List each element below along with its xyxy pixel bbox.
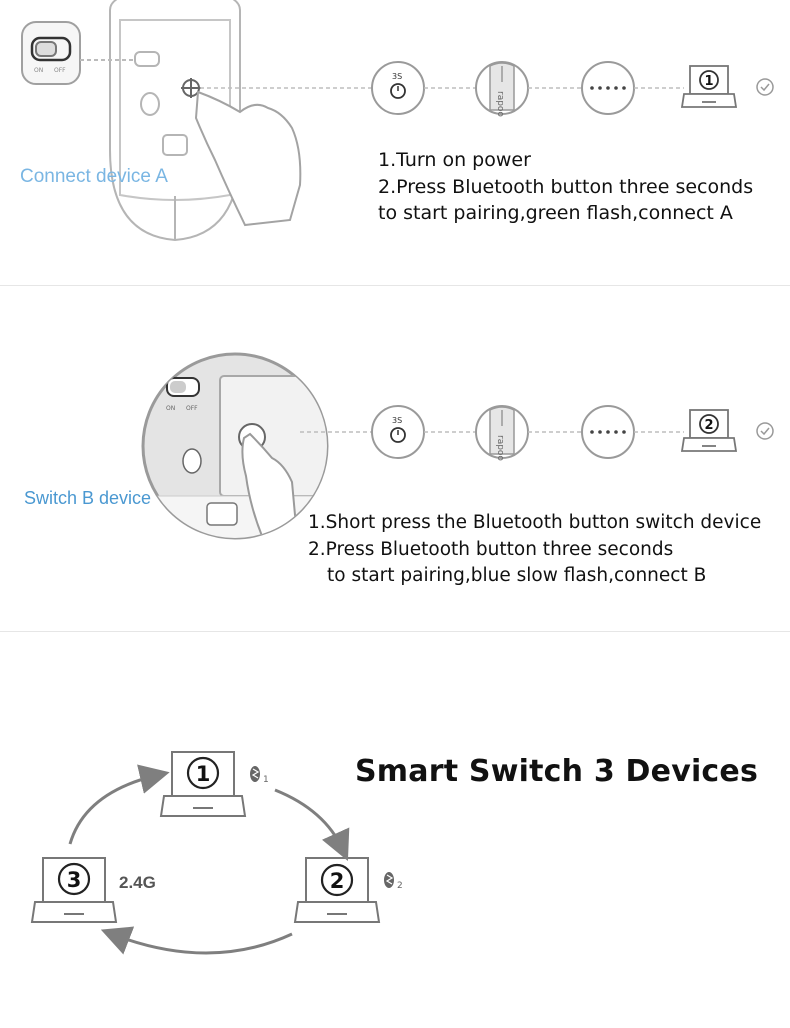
check-icon xyxy=(757,79,773,95)
device-b-number: 2 xyxy=(704,418,714,433)
smart-switch-diagram xyxy=(0,632,790,1028)
connect-device-a-title: Connect device A xyxy=(20,166,168,187)
section-a-steps xyxy=(378,147,753,227)
step-b-1: 1.Short press the Bluetooth button switch device xyxy=(308,512,762,533)
power-switch-zoom-icon xyxy=(22,22,135,84)
step-b-2: 2.Press Bluetooth button three seconds xyxy=(308,538,674,560)
step-a-2: 2.Press Bluetooth button three seconds xyxy=(378,175,754,198)
timer-label-b: 3S xyxy=(392,416,403,425)
device-2-number: 2 xyxy=(329,869,345,893)
step-a-3: to start pairing,green flash,connect A xyxy=(378,202,733,224)
section-smart-switch xyxy=(0,632,790,1028)
check-icon-b xyxy=(757,423,773,439)
arrow-1-to-2 xyxy=(275,790,343,850)
wireless-24g-label: 2.4G xyxy=(119,873,156,892)
timer-label: 3S xyxy=(392,72,403,81)
device-3-number: 3 xyxy=(66,868,82,892)
step-b-3: to start pairing,blue slow flash,connect B xyxy=(327,565,707,586)
switch-off-label-b: OFF xyxy=(186,405,198,412)
arrow-3-to-1 xyxy=(70,775,158,844)
step-a-1: 1.Turn on power xyxy=(378,149,531,171)
svg-text:rapoo: rapoo xyxy=(495,435,505,461)
switch-on-label-b: ON xyxy=(166,405,176,412)
section-b-steps xyxy=(308,510,761,590)
bluetooth-icon-1 xyxy=(250,766,260,782)
smart-switch-title: Smart Switch 3 Devices xyxy=(355,754,759,789)
section-a-illustration xyxy=(0,0,790,285)
section-switch-device-b xyxy=(0,286,790,631)
switch-off-label: OFF xyxy=(54,67,66,74)
device-1-number: 1 xyxy=(195,762,211,786)
bluetooth-1-sub: 1 xyxy=(263,775,269,785)
section-connect-device-a xyxy=(0,0,790,285)
switch-on-label: ON xyxy=(34,67,44,74)
finger-hand-icon xyxy=(196,92,300,225)
arrow-2-to-3 xyxy=(112,934,292,953)
bluetooth-2-sub: 2 xyxy=(397,881,403,891)
bluetooth-icon-2 xyxy=(384,872,394,888)
svg-text:rapoo: rapoo xyxy=(495,91,505,117)
switch-b-device-title: Switch B device xyxy=(24,488,152,508)
device-a-number: 1 xyxy=(704,74,714,89)
